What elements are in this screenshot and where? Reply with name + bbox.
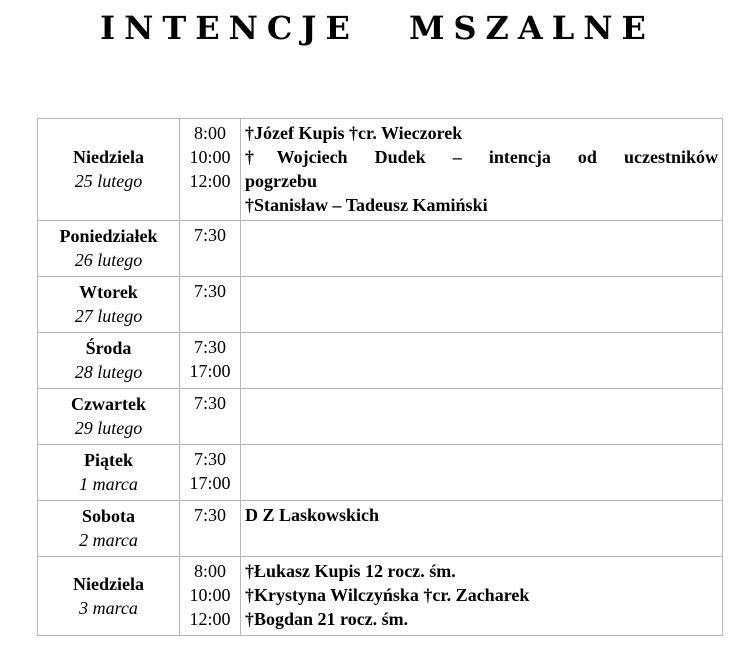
mass-time: 17:00 [189,473,231,493]
day-name: Niedziela [73,573,144,594]
mass-time: 7:30 [193,281,226,301]
intentions-cell [241,277,723,333]
day-date: 25 lutego [74,171,143,191]
day-date: 1 marca [79,474,138,494]
intentions-cell [241,119,723,221]
mass-time: 8:00 [193,561,226,581]
mass-intentions-table [37,118,723,636]
table-row [38,557,723,636]
mass-time: 12:00 [189,171,231,191]
intentions-cell [241,221,723,277]
times-cell [180,221,241,277]
intentions-cell [241,333,723,389]
mass-time: 8:00 [193,123,226,143]
table-row [38,221,723,277]
mass-time: 7:30 [193,505,226,525]
table-row [38,501,723,557]
day-cell [38,277,180,333]
day-name: Poniedziałek [59,226,158,246]
intentions-cell [241,445,723,501]
day-name: Piątek [84,450,133,470]
table-row [38,445,723,501]
intentions-cell [241,557,723,636]
times-cell [180,389,241,445]
table-row [38,277,723,333]
intention-text: †Krystyna Wilczyńska †cr. Zacharek [245,585,530,605]
intention-text: †Józef Kupis †cr. Wieczorek [245,123,463,143]
day-cell [38,501,180,557]
day-name: Wtorek [79,282,138,302]
day-name: Czwartek [71,394,146,414]
mass-time: 7:30 [193,449,226,469]
table-row [38,389,723,445]
day-cell [38,333,180,389]
mass-time: 7:30 [193,337,226,357]
day-cell [38,389,180,445]
mass-time: 12:00 [189,609,231,629]
page-title: INTENCJE MSZALNE [100,9,655,47]
times-cell [180,333,241,389]
day-date: 27 lutego [74,306,143,326]
times-cell [180,119,241,221]
day-date: 2 marca [79,530,138,550]
intention-text: †Bogdan 21 rocz. śm. [245,609,409,629]
intention-text: †Stanisław – Tadeusz Kamiński [245,195,488,215]
intentions-cell [241,501,723,557]
intention-text: †Łukasz Kupis 12 rocz. śm. [245,561,456,581]
times-cell [180,445,241,501]
day-name: Niedziela [73,147,144,167]
day-cell [38,119,180,221]
day-name: Sobota [81,506,135,526]
intention-text: pogrzebu [245,171,317,191]
intention-text: D Z Laskowskich [245,505,380,525]
table-row [38,333,723,389]
table-row [38,119,723,221]
intentions-cell [241,389,723,445]
intention-text: †Wojciech Dudek – intencja od uczestników [245,147,718,167]
times-cell [180,557,241,636]
day-cell [38,557,180,636]
times-cell [180,277,241,333]
day-date: 29 lutego [74,418,143,438]
day-cell [38,221,180,277]
mass-time: 7:30 [193,393,226,413]
day-date: 28 lutego [74,362,143,382]
mass-time: 10:00 [189,585,231,605]
day-date: 3 marca [79,597,138,618]
day-cell [38,445,180,501]
mass-time: 10:00 [189,147,231,167]
mass-time: 17:00 [189,361,231,381]
day-name: Środa [85,338,132,358]
mass-time: 7:30 [193,225,226,245]
times-cell [180,501,241,557]
day-date: 26 lutego [74,250,143,270]
